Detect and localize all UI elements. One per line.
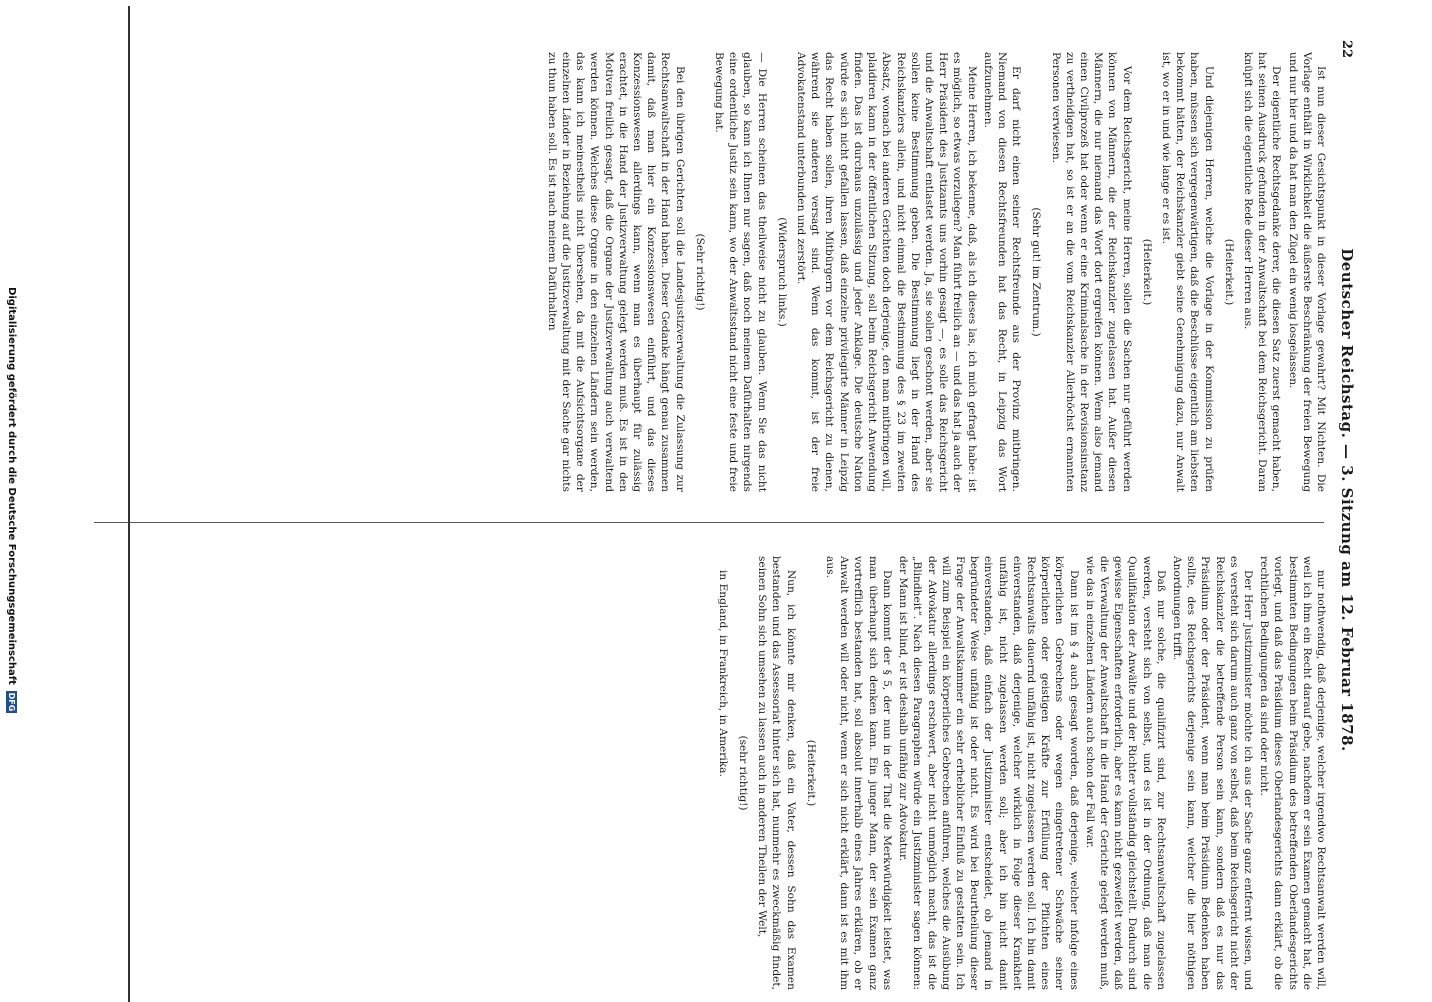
interjection-remark: (sehr richtig!) [737,735,750,811]
text-paragraph: Bei den übrigen Gerichten soll die Landesjustizverwaltung die Zulassung zur Rechtsanwaltschaft in der Hand haben. Dieser Gedanke hängt genau zusammen damit, daß man hier ein Konzessionswesen einführt, und das dieses Konzessionswesen allerdings kann, wenn man es überhaupt für zulässig erachtet, in die Hand der Justizverwaltung gelegt werden muß. Es ist in den Motiven freilich gesagt, daß die Organe der Justizverwaltung auch verwaltend werden können. Welches diese Organe in den einzelnen Ländern sein werden, das kann ich meinestheils nicht übersehen, da mit die Aufsichtsorgane der einzelnen Länder in Beziehung auf die Justizverwaltung mit der Sache gar nichts zu thun haben soll. Es ist nach meinem Dafürhalten [545,52,686,492]
text-paragraph: Nun, ich könnte mir denken, daß ein Vater, dessen Sohn das Examen bestanden und das Assessoriat hinter sich hat, nunmehr es zweckmäßig findet, seinen Sohn sich umsehen zu lassen auch in anderen Theilen der Welt, [756,556,797,990]
digitization-credit: Digitalisierung gefördert durch die Deutsche Forschungsgemeinschaft [6,287,18,685]
text-column-right [18,556,1328,990]
text-paragraph: Vor dem Reichsgericht, meine Herren, sollen die Sachen nur geführt werden können von Männern, die der Reichskanzler zugelassen hat. Außer diesen Männern, die nur niemand das Wort dort ergreifen können. Wenn also jemand einen Civilprozeß hat oder wenn er eine Kriminalsache in der Revisionsinstanz zu vertheidigen hat, so ist er an die vom Reichskanzler Allerhöchst ernannten Personen verwiesen. [1049,52,1133,492]
digitization-footer [4,0,20,1000]
text-column-left [84,52,1328,492]
interjection-remark: (Heiterkeit.) [1140,238,1153,306]
interjection-remark: (Heiterkeit.) [804,739,817,807]
dfg-logo: DFG [7,692,17,712]
text-paragraph: Dann ist im § 4 auch gesagt worden, daß derjenige, welcher infolge eines körperlichen Gebrechens oder wegen eingetretener Schwäche seiner körperlichen oder geistigen Kräfte zur Erfüllung der Pflichten eines Rechtsanwalts dauernd unfähig ist, nicht zugelassen werden soll. Ich bin damit einverstanden, daß derjenige, welcher wirklich in Folge dieser Krankheit unfähig ist, nicht zugelassen werden soll; aber ich bin nicht damit einverstanden, daß einfach der Justizminister entscheidet, ob jemand in begründeter Weise unfähig ist oder nicht. Es wird bei Beurtheilung dieser Frage der Anwaltskammer ein sehr erheblicher Einfluß zu gestatten sein. Ich will zum Beispiel ein körperliches Gebrechen anführen, welches die Ausübung der Advokatur allerdings erschwert, aber nicht unmöglich macht, das ist die „Blindheit“. Nach diesen Paragraphen würde ein Justizminister sagen können: der Mann ist blind, er ist deshalb unfähig zur Advokatur. [897,556,1080,990]
text-paragraph: in England, in Frankreich, in Amerika. [716,570,729,777]
text-paragraph: nur nothwendig, daß derjenige, welcher irgendwo Rechtsanwalt werden will, weil ich ihm ein Recht darauf gebe, nachdem er sein Examen gemacht hat, die bestimmten Bedingungen beim Präsidium des betreffenden Oberlandesgerichts vorlegt, und daß das Präsidium dieses Oberlandesgerichts dann erklärt, ob die rechtlichen Bedingungen da sind oder nicht. [1258,556,1327,990]
interjection-remark: (Heiterkeit.) [1222,238,1235,306]
text-paragraph: Der eigentliche Rechtsgedanke derer, die diesen Satz zuerst gemacht haben, hat seinen Ausdruck gefunden in der Anwaltschaft bei dem Reichsgericht. Daran knüpft sich die eigentliche Rede dieser Herren aus. [1241,52,1283,492]
running-title: Deutscher Reichstag. — 3. Sitzung am 12. Februar 1878. [1338,248,1356,752]
text-paragraph: Und diejenigen Herren, welche die Vorlage in der Kommission zu prüfen haben, müssen sich vergegenwärtigen, daß die Beschlüsse eigentlich am liebsten bekommt hätten, der Reichskanzler giebt seine Genehmigung dazu, nur Anwalt ist, wo er in und wie lange er es ist. [1159,52,1215,492]
text-paragraph: — Die Herren scheinen das theilweise nicht zu glauben. Wenn Sie das nicht glauben, so kann ich Ihnen nur sagen, daß noch meinem Dafürhalten nirgends eine ordentliche Justiz sein kann, wo der Anwaltsstand nicht eine feste und freie Bewegung hat. [713,52,768,492]
text-paragraph: Daß nur solche, die qualifizirt sind, zur Rechtsanwaltschaft zugelassen werden, versteht sich von selbst, und es ist in der Ordnung, daß man die Qualifikation der Anwälte und der Richter vollständig gleichstellt. Dadurch sind gewisse Eigenschaften erforderlich, aber es kann nicht gezweifelt werden, daß die Verwaltung der Anwaltschaft in die Hand der Gerichte gelegt werden muß, wie das in einzelnen Ländern auch schon der Fall war. [1083,556,1167,990]
column-divider [94,522,1324,523]
interjection-remark: (Widerspruch links.) [775,217,788,327]
text-paragraph: Meine Herren, ich bekenne, daß, als ich dieses las, ich mich gefragt habe: ist es möglich, so etwas vorzulegen? Man führt freilich an — und das hat ja auch der Herr Präsident des Justizamts uns vorhin gesagt —, es solle das Reichsgericht und die Anwaltschaft entlastet werden. Ja, sie sollen geschont werden, aber sie sollen keine Bestimmung geben. Die Bestimmung liegt in der Hand des Reichskanzlers allein, und nicht einmal die Bestimmung des § 23 im zweiten Absatz, wonach bei anderen Gerichten doch derjenige, den man mitbringen will, plaidiren kann in der öffentlichen Sitzung, soll beim Reichsgericht Anwendung finden. Das ist durchaus unzulässig und jeder Anklage. Die deutsche Nation würde es sich nicht gefallen lassen, daß einzelne privilegirte Männer in Leipzig das Recht haben sollen, ihren Mitbürgern vor dem Reichsgericht zu dienen, während sie anderen versagt sind. Wenn das kommt, ist der freie Advokatenstand unterbunden und zerstört. [795,52,978,492]
page-number: 22 [1339,40,1354,59]
interjection-remark: (Sehr richtig!) [693,233,706,311]
interjection-remark: (Sehr gut! im Zentrum.) [1030,207,1043,337]
text-paragraph: Dann kommt der § 5, der nun in der That die Merkwürdigkeit leistet, was man überhaupt sich denken kann. Ein junger Mann, der sein Examen ganz vortrefflich bestanden hat, soll absolut innerhalb eines Jahres erklären, ob er Anwalt werden will oder nicht, wenn er sich nicht erklärt, dann ist es mit ihm aus. [824,556,893,990]
text-paragraph: Er darf nicht einen seiner Rechtsfreunde aus der Provinz mitbringen. Niemand von diesen Rechtsfreunden hat das Recht, in Leipzig das Wort aufzunehmen. [981,52,1023,492]
text-paragraph: Der Herr Justizminister möchte ich aus der Sache ganz entfernt wissen, und es versteht sich darum auch ganz von selbst, daß beim Reichsgericht nicht der Reichskanzler die betreffende Person sein kann, sondern daß es nur das Präsidium oder der Präsident, wenn man beim Präsidium Bedenken haben sollte, des Reichsgerichts derjenige sein kann, welcher die hier nöthigen Anordnungen trifft. [1170,556,1254,990]
text-paragraph: Ist nun dieser Gesichtspunkt in dieser Vorlage gewahrt? Mit Nichten. Die Vorlage enthält in Wirklichkeit die äußerste Beschränkung der freien Bewegung und nur hier und da hat man den Zügel ein wenig losgelassen. [1286,52,1327,492]
